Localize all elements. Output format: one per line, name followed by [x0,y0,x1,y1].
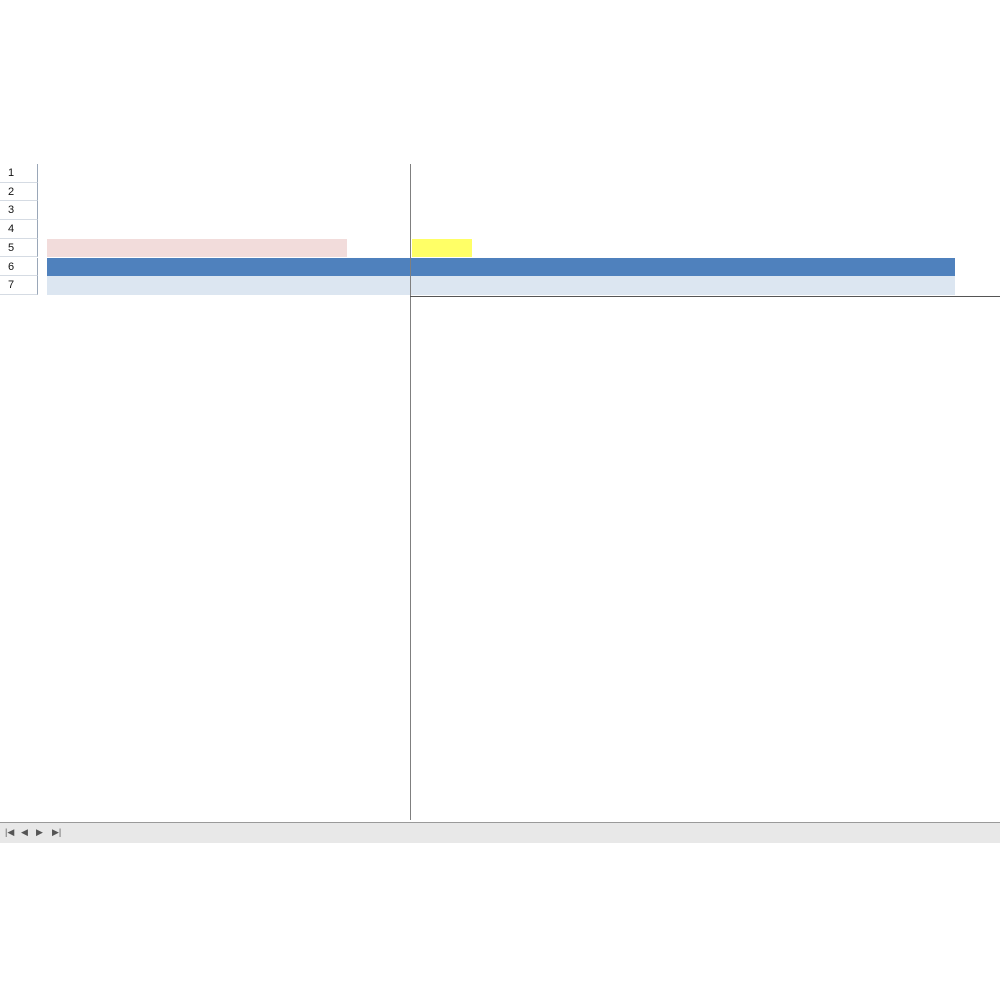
row-4 [0,220,1000,239]
sheet-tabs-bar [0,822,1000,843]
row-7 [0,276,1000,295]
row-6 [0,258,1000,277]
row-header[interactable]: 4 [0,220,38,239]
note-3-highlight [412,239,472,258]
row-header[interactable]: 3 [0,201,38,220]
last-sheet-icon[interactable]: ▶| [52,827,62,837]
row-2 [0,183,1000,202]
header-band [47,258,955,277]
spreadsheet-grid[interactable] [0,164,1000,820]
row-header[interactable]: 1 [0,164,38,183]
row-5 [0,239,1000,258]
row-1 [0,164,1000,183]
freeze-pane-vertical [410,164,411,820]
row-header[interactable]: 6 [0,258,38,277]
freeze-pane-horizontal [410,296,1000,297]
row-header[interactable]: 7 [0,276,38,295]
row-3 [0,201,1000,220]
next-sheet-icon[interactable]: ▶ [36,827,43,837]
row-header[interactable]: 2 [0,183,38,202]
prev-sheet-icon[interactable]: ◀ [21,827,28,837]
first-sheet-icon[interactable]: |◀ [5,827,15,837]
model-check-bg [47,239,347,258]
subheader-band [47,276,955,295]
row-header[interactable]: 5 [0,239,38,258]
